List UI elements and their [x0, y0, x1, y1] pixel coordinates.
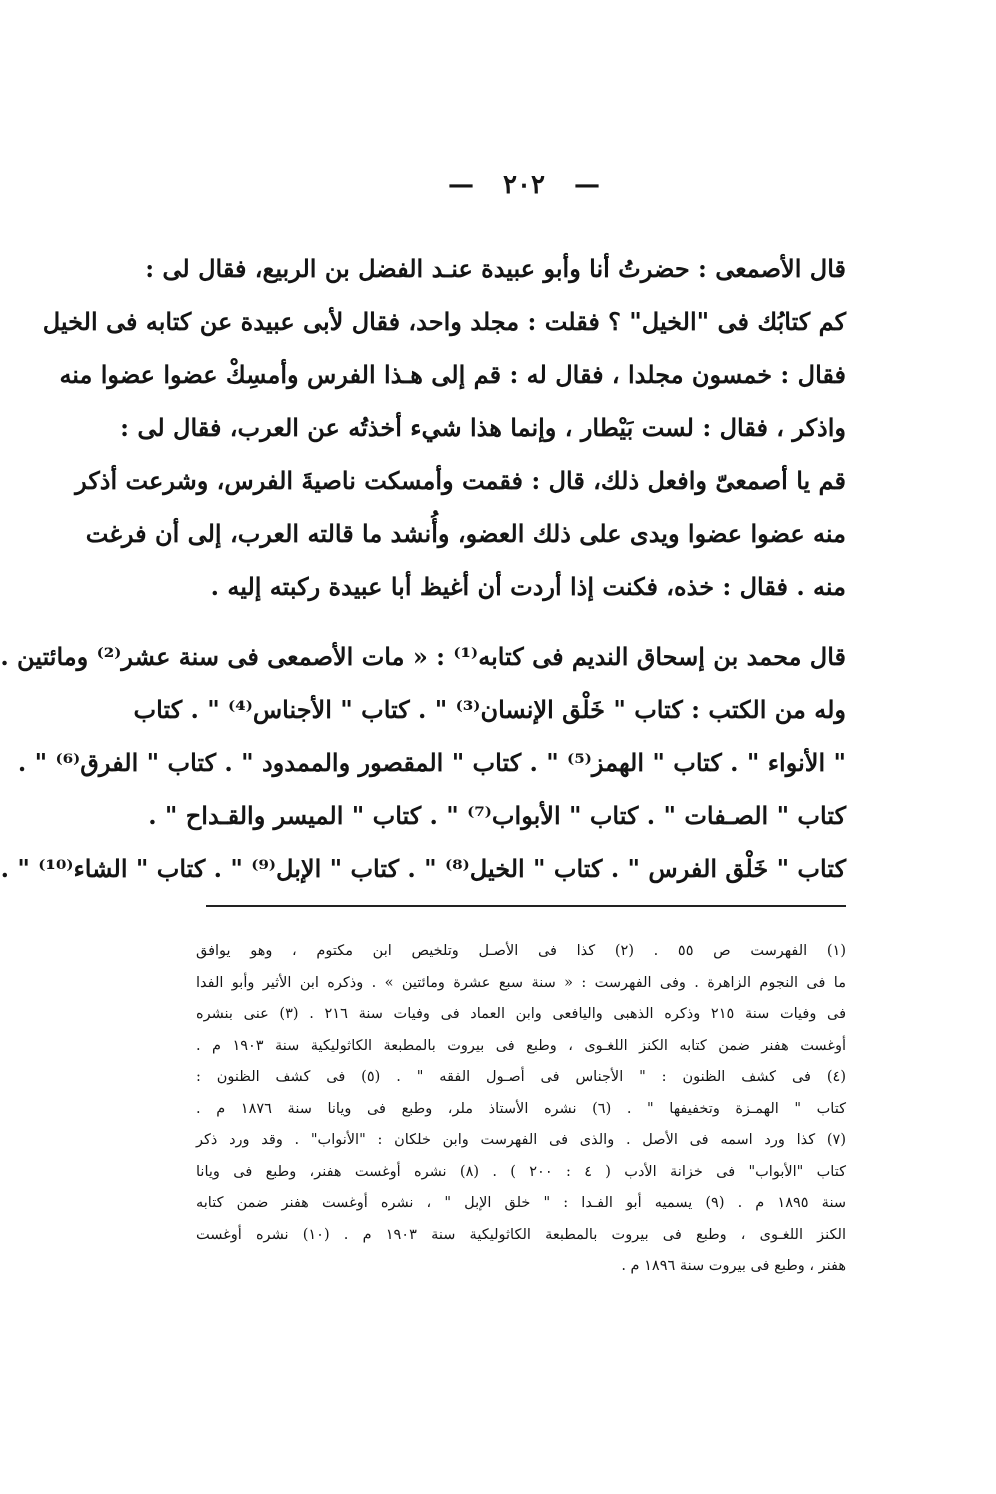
text-line: منه . فقال : خذه، فكنت إذا أردت أن أغيظ أبا عبيدة ركبته إليه .	[210, 572, 846, 601]
text-line: " الأنواء " . كتاب " الهمز⁽⁵⁾ " . كتاب " المقصور والممدود " . كتاب " الفرق⁽⁶⁾ " .	[17, 748, 846, 777]
paragraph-asmai-anecdote	[42, 242, 846, 613]
page-number	[52, 170, 996, 200]
page-number-value: ٢٠٢	[503, 170, 545, 200]
text-line: منه عضوا عضوا ويدى على ذلك العضو، وأُنشد ما قالته العرب، إلى أن فرغت	[85, 519, 846, 548]
text-line: فقال : خمسون مجلدا ، فقال له : قم إلى هـذا الفرس وأمسِكْ عضوا عضوا منه	[59, 360, 846, 389]
footnote-line: كتاب "الأبواب" فى خزانة الأدب ( ٤ : ٢٠٠ ) . (٨) نشره أوغست هفنر، وطبع فى ويانا	[196, 1163, 846, 1180]
footnote-line: كتاب " الهمـزة وتخفيفها " . (٦) نشره الأستاذ ملر، وطبع فى ويانا سنة ١٨٧٦ م .	[196, 1100, 847, 1117]
page-number-dash-left: —	[447, 170, 474, 200]
footnote-line: فى وفيات سنة ٢١٥ وذكره الذهبى واليافعى وابن العماد فى وفيات سنة ٢١٦ . (٣) عنى بنشره	[196, 1006, 847, 1022]
paragraph-nadim-book-list	[0, 630, 846, 895]
text-line: قم يا أصمعىّ وافعل ذلك، قال : فقمت وأمسكت ناصيةَ الفرس، وشرعت أذكر	[75, 466, 846, 495]
footnote-line: هفنر ، وطبع فى بيروت سنة ١٨٩٦ م .	[621, 1258, 846, 1274]
footnote-line: سنة ١٨٩٥ م . (٩) يسميه أبو الفـدا : " خلق الإبل " ، نشره أوغست هفنر ضمن كتابه	[196, 1195, 846, 1211]
page-number-dash-right: —	[574, 170, 601, 200]
footnote-line: (٤) فى كشف الظنون : " الأجناس فى أصـول الفقه " . (٥) فى كشف الظنون :	[196, 1069, 846, 1085]
footnotes	[196, 936, 846, 1283]
footnote-line: الكنز اللغـوى ، وطبع فى بيروت بالمطبعة الكاثوليكية سنة ١٩٠٣ م . (١٠) نشره أوغست	[196, 1226, 846, 1243]
text-line: وله من الكتب : كتاب " خَلْق الإنسان⁽³⁾ " . كتاب " الأجناس⁽⁴⁾ " . كتاب	[133, 695, 846, 724]
footnote-line: (١) الفهرست ص ٥٥ . (٢) كذا فى الأصـل وتلخيص ابن مكتوم ، وهو يوافق	[196, 943, 847, 959]
footnote-line: أوغست هفنر ضمن كتابه الكنز اللغـوى ، وطبع فى بيروت بالمطبعة الكاثوليكية سنة ١٩٠٣ م .	[196, 1037, 846, 1054]
text-line: كتاب " الصـفات " . كتاب " الأبواب⁽⁷⁾ " . كتاب " الميسر والقـداح " .	[148, 801, 846, 830]
footnote-line: (٧) كذا ورد اسمه فى الأصل . والذى فى الفهرست وابن خلكان : "الأنواب" . وقد ورد ذكر	[196, 1132, 846, 1148]
text-line: كتاب " خَلْق الفرس " . كتاب " الخيل⁽⁸⁾ " . كتاب " الإبل⁽⁹⁾ " . كتاب " الشاء⁽¹⁰⁾ " .	[0, 854, 846, 883]
text-line: كم كتابُك فى "الخيل" ؟ فقلت : مجلد واحد، فقال لأبى عبيدة عن كتابه فى الخيل	[42, 307, 846, 336]
text-line: قال الأصمعى : حضرتُ أنا وأبو عبيدة عنـد الفضل بن الربيع، فقال لى :	[145, 254, 846, 283]
text-line: واذكر ، فقال : لست بَيْطار ، وإنما هذا شيء أخذتُه عن العرب، فقال لى :	[120, 413, 846, 442]
text-line: قال محمد بن إسحاق النديم فى كتابه⁽¹⁾ : « مات الأصمعى فى سنة عشر⁽²⁾ ومائتين .	[0, 642, 846, 671]
footnote-line: ما فى النجوم الزاهرة . وفى الفهرست : « سنة سبع عشرة ومائتين » . وذكره ابن الأثير وأبو الفدا	[196, 974, 846, 991]
footnote-divider	[206, 905, 846, 907]
